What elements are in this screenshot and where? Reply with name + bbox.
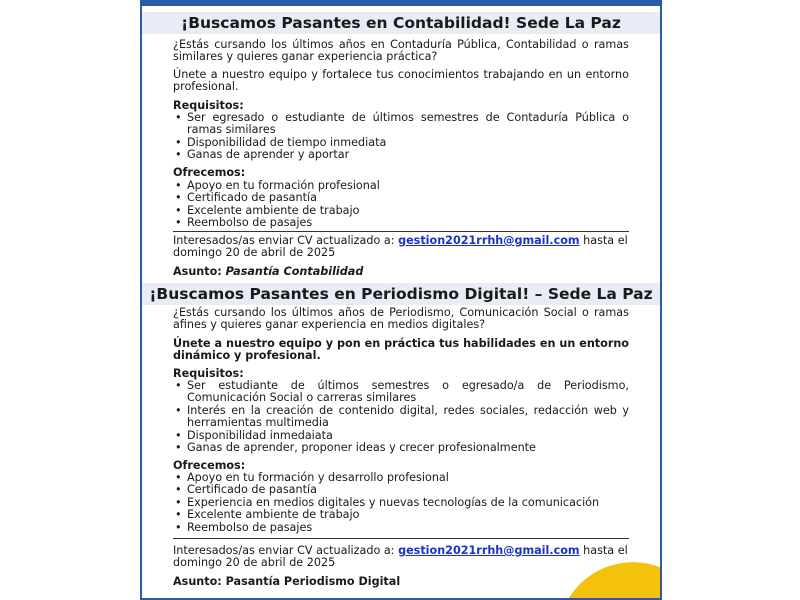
- post1-title: ¡Buscamos Pasantes en Contabilidad! Sede La Paz: [181, 14, 621, 32]
- post2-contact: [173, 545, 629, 570]
- post1-contact: [173, 235, 629, 260]
- contact-prefix: Interesados/as enviar CV actualizado a:: [173, 544, 399, 557]
- post1-intro: ¿Estás cursando los últimos años en Contaduría Pública, Contabilidad o ramas similares y quieres ganar experiencia práctica?: [173, 38, 629, 64]
- email-link[interactable]: gestion2021rrhh@gmail.com: [398, 544, 580, 557]
- post1-ofrecemos-heading: Ofrecemos:: [173, 166, 246, 179]
- post1-ofrecemos-list: [173, 180, 629, 230]
- post2-requisitos-list: [173, 380, 629, 454]
- list-item: • Excelente ambiente de trabajo: [173, 205, 629, 217]
- divider: [173, 231, 629, 232]
- contact-prefix: Interesados/as enviar CV actualizado a:: [173, 234, 399, 247]
- asunto-value: Pasantía Contabilidad: [225, 265, 364, 278]
- post2-ofrecemos-heading: Ofrecemos:: [173, 459, 246, 472]
- post1-requisitos-list: [173, 112, 629, 162]
- list-item: • Ser estudiante de últimos semestres o egresado/a de Periodismo, Comunicación Social o carreras similares: [173, 380, 629, 405]
- list-item: • Ganas de aprender, proponer ideas y crecer profesionalmente: [173, 442, 629, 454]
- post1-requisitos-heading: Requisitos:: [173, 99, 244, 112]
- list-item: • Experiencia en medios digitales y nuevas tecnologías de la comunicación: [173, 497, 629, 509]
- list-item: • Reembolso de pasajes: [173, 217, 629, 229]
- list-item: • Apoyo en tu formación profesional: [173, 180, 629, 192]
- list-item: • Ser egresado o estudiante de últimos semestres de Contaduría Pública o ramas similares: [173, 112, 629, 137]
- post2-requisitos-heading: Requisitos:: [173, 367, 244, 380]
- asunto-label: Asunto:: [173, 265, 226, 278]
- list-item: • Disponibilidad de tiempo inmediata: [173, 137, 629, 149]
- list-item: • Disponibilidad inmedaiata: [173, 430, 629, 442]
- email-link[interactable]: gestion2021rrhh@gmail.com: [398, 234, 580, 247]
- list-item: • Excelente ambiente de trabajo: [173, 509, 629, 521]
- post1-intro2: Únete a nuestro equipo y fortalece tus conocimientos trabajando en un entorno profesional.: [173, 68, 629, 94]
- flyer-frame: [140, 0, 662, 600]
- divider: [173, 538, 629, 539]
- post2-intro2: Únete a nuestro equipo y pon en práctica tus habilidades en un entorno dinámico y profesional.: [173, 337, 629, 363]
- top-bar: [142, 0, 660, 6]
- post2-intro: ¿Estás cursando los últimos años de Periodismo, Comunicación Social o ramas afines y quieres ganar experiencia en medios digitales?: [173, 306, 629, 332]
- list-item: • Certificado de pasantía: [173, 192, 629, 204]
- list-item: • Apoyo en tu formación y desarrollo profesional: [173, 472, 629, 484]
- post1-asunto: [173, 265, 363, 278]
- post2-title: ¡Buscamos Pasantes en Periodismo Digital! – Sede La Paz: [149, 285, 653, 303]
- post2-asunto: Asunto: Pasantía Periodismo Digital: [173, 575, 401, 588]
- post2-ofrecemos-list: [173, 472, 629, 534]
- list-item: • Interés en la creación de contenido digital, redes sociales, redacción web y herramientas multimedia: [173, 405, 629, 430]
- contact-suffix: hasta el domingo 20 de abril de 2025: [173, 234, 628, 260]
- list-item: • Certificado de pasantía: [173, 484, 629, 496]
- contact-suffix: hasta el domingo 20 de abril de 2025: [173, 544, 628, 570]
- list-item: • Ganas de aprender y aportar: [173, 149, 629, 161]
- list-item: • Reembolso de pasajes: [173, 522, 629, 534]
